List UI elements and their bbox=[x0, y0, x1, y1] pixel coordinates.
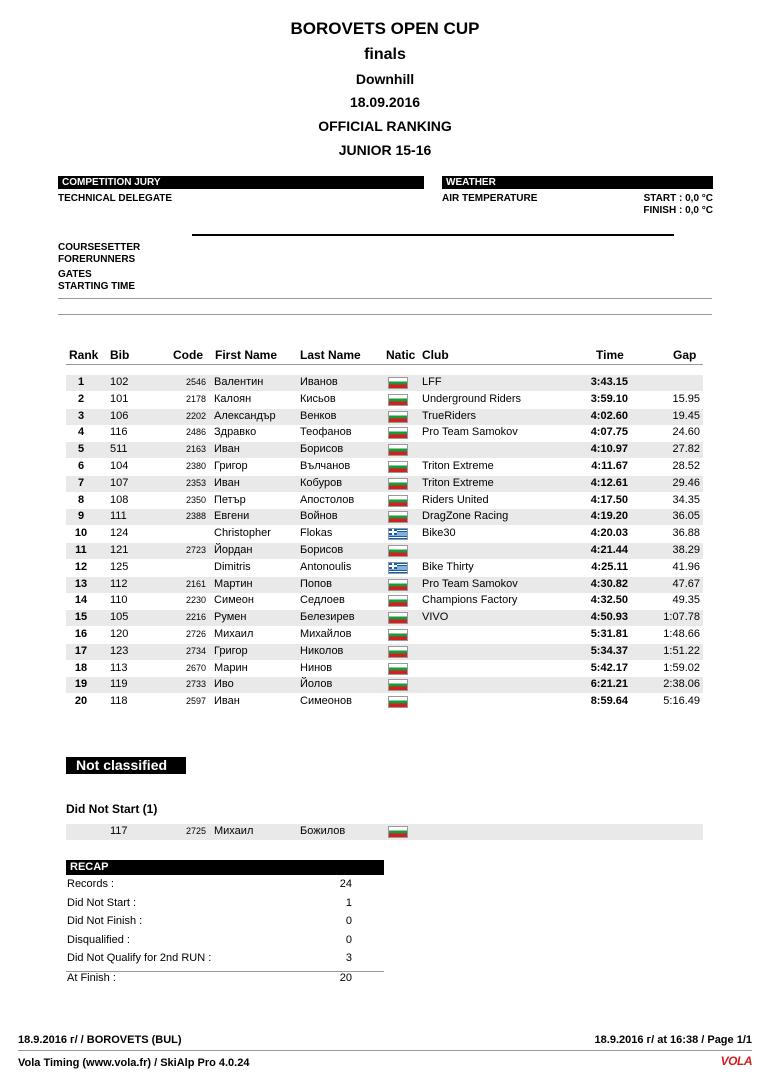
bulgaria-flag-icon bbox=[388, 696, 408, 708]
recap-label: Did Not Finish : bbox=[67, 915, 143, 928]
gap: 47.67 bbox=[672, 577, 700, 590]
code: 2353 bbox=[185, 477, 206, 488]
footer-left: 18.9.2016 г/ / BOROVETS (BUL) bbox=[18, 1034, 182, 1046]
recap-value: 20 bbox=[339, 972, 352, 984]
rank: 2 bbox=[77, 392, 85, 405]
time: 6:21.21 bbox=[590, 678, 628, 691]
bulgaria-flag-icon bbox=[388, 478, 408, 490]
bulgaria-flag-icon bbox=[388, 377, 408, 389]
divider bbox=[58, 298, 712, 299]
last-name: Борисов bbox=[300, 544, 344, 556]
first-name: Иван bbox=[214, 476, 240, 489]
code: 2163 bbox=[185, 444, 206, 455]
bulgaria-flag-icon bbox=[388, 612, 408, 624]
time: 4:17.50 bbox=[590, 493, 628, 506]
rank: 18 bbox=[74, 661, 88, 674]
bulgaria-flag-icon bbox=[388, 646, 408, 658]
col-code-header: Code bbox=[173, 348, 203, 362]
first-name: Петър bbox=[214, 493, 246, 506]
first-name: Иван bbox=[214, 443, 240, 456]
gap: 15.95 bbox=[672, 392, 700, 405]
bulgaria-flag-icon bbox=[388, 629, 408, 641]
rank: 3 bbox=[77, 409, 85, 422]
recap-bar: RECAP bbox=[66, 860, 384, 875]
first-name: Александър bbox=[214, 409, 276, 422]
rank: 19 bbox=[74, 678, 88, 691]
last-name: Борисов bbox=[300, 443, 344, 456]
first-name: Михаил bbox=[214, 825, 254, 837]
table-row bbox=[66, 610, 703, 626]
first-name: Румен bbox=[214, 611, 247, 624]
recap-label: Records : bbox=[67, 878, 115, 890]
code: 2725 bbox=[185, 826, 206, 836]
bulgaria-flag-icon bbox=[388, 579, 408, 591]
footer-right: 18.9.2016 г/ at 16:38 / Page 1/1 bbox=[594, 1034, 752, 1046]
code: 2350 bbox=[185, 494, 206, 505]
recap-label: Disqualified : bbox=[67, 933, 130, 946]
not-classified-bar: Not classified bbox=[66, 757, 186, 774]
first-name: Иван bbox=[214, 695, 240, 708]
bib: 124 bbox=[110, 527, 129, 540]
code: 2161 bbox=[185, 578, 206, 589]
col-bib-header: Bib bbox=[110, 348, 130, 362]
rank: 9 bbox=[77, 510, 85, 523]
bulgaria-flag-icon bbox=[388, 663, 408, 675]
table-row bbox=[66, 627, 703, 643]
club: Bike30 bbox=[422, 527, 456, 540]
col-gap-header: Gap bbox=[673, 348, 697, 362]
time: 4:32.50 bbox=[590, 594, 628, 607]
rank: 6 bbox=[77, 460, 85, 472]
date-title: 18.09.2016 bbox=[349, 94, 421, 110]
bib: 118 bbox=[110, 695, 128, 708]
first-name: Здравко bbox=[214, 426, 257, 439]
bib: 108 bbox=[110, 493, 129, 506]
rank: 15 bbox=[74, 611, 88, 624]
code: 2546 bbox=[185, 377, 206, 387]
table-row bbox=[66, 644, 703, 660]
first-name: Валентин bbox=[214, 376, 264, 388]
col-rank-header: Rank bbox=[69, 348, 99, 362]
bib: 111 bbox=[110, 510, 127, 523]
last-name: Апостолов bbox=[300, 493, 355, 506]
bulgaria-flag-icon bbox=[388, 427, 408, 439]
rank: 4 bbox=[77, 426, 85, 439]
recap-row bbox=[66, 878, 384, 896]
table-row bbox=[66, 560, 703, 576]
gap: 24.60 bbox=[672, 426, 700, 439]
time: 3:43.15 bbox=[590, 376, 628, 388]
rank: 13 bbox=[74, 577, 88, 590]
greece-flag-icon bbox=[388, 562, 408, 574]
recap-value: 1 bbox=[345, 896, 352, 909]
first-name: Михаил bbox=[214, 628, 254, 640]
category-title: JUNIOR 15-16 bbox=[338, 142, 432, 158]
time: 4:20.03 bbox=[590, 527, 628, 540]
col-nation-header: Natic bbox=[386, 348, 416, 362]
gates-label: GATES bbox=[58, 269, 92, 280]
bib: 119 bbox=[110, 678, 128, 691]
software-credit: Vola Timing (www.vola.fr) / SkiAlp Pro 4.0.24 bbox=[18, 1057, 250, 1069]
time: 4:12.61 bbox=[590, 476, 628, 489]
table-row bbox=[66, 375, 703, 391]
table-row bbox=[66, 593, 703, 609]
table-row bbox=[66, 425, 703, 441]
gap: 1:07.78 bbox=[663, 611, 700, 624]
last-name: Николов bbox=[300, 644, 344, 657]
first-name: Йордан bbox=[214, 544, 253, 556]
gap: 41.96 bbox=[672, 560, 700, 573]
time: 4:30.82 bbox=[590, 577, 628, 590]
club: Champions Factory bbox=[422, 594, 518, 607]
club: Triton Extreme bbox=[422, 476, 494, 489]
bib: 106 bbox=[110, 409, 129, 422]
time: 4:11.67 bbox=[591, 460, 628, 472]
recap-row bbox=[66, 952, 384, 970]
code: 2726 bbox=[185, 629, 206, 639]
bulgaria-flag-icon bbox=[388, 411, 408, 423]
last-name: Antonoulis bbox=[300, 560, 352, 573]
gap: 1:59.02 bbox=[663, 661, 700, 674]
gap: 34.35 bbox=[672, 493, 700, 506]
gap: 36.05 bbox=[672, 510, 700, 523]
table-row bbox=[66, 442, 703, 458]
code: 2388 bbox=[185, 511, 206, 522]
code: 2734 bbox=[185, 645, 206, 656]
bulgaria-flag-icon bbox=[388, 679, 408, 691]
event-title: BOROVETS OPEN CUP bbox=[290, 19, 480, 38]
gap: 1:51.22 bbox=[663, 644, 700, 657]
ranking-title: OFFICIAL RANKING bbox=[318, 118, 452, 134]
rank: 16 bbox=[74, 628, 88, 640]
divider bbox=[58, 314, 712, 315]
bib: 104 bbox=[110, 460, 129, 472]
gap: 36.88 bbox=[672, 527, 700, 540]
bib: 107 bbox=[110, 476, 129, 489]
rank: 7 bbox=[77, 476, 85, 489]
last-name: Белезирев bbox=[300, 611, 355, 624]
code: 2202 bbox=[185, 410, 206, 421]
bib: 102 bbox=[110, 376, 129, 388]
recap-row bbox=[66, 971, 384, 990]
club: Bike Thirty bbox=[422, 560, 474, 573]
gap: 2:38.06 bbox=[663, 678, 700, 691]
starting-time-label: STARTING TIME bbox=[58, 281, 136, 292]
rank: 1 bbox=[77, 376, 85, 388]
discipline-title: Downhill bbox=[355, 71, 415, 87]
time: 5:31.81 bbox=[590, 628, 628, 640]
time: 8:59.64 bbox=[590, 695, 628, 708]
bulgaria-flag-icon bbox=[388, 394, 408, 406]
vola-logo: VOLA bbox=[720, 1054, 752, 1068]
bib: 116 bbox=[110, 426, 128, 439]
time: 4:21.44 bbox=[590, 544, 628, 556]
time: 4:25.11 bbox=[591, 560, 628, 573]
first-name: Григор bbox=[214, 460, 248, 472]
col-club-header: Club bbox=[422, 348, 449, 362]
club: LFF bbox=[422, 376, 442, 388]
time: 5:42.17 bbox=[590, 661, 628, 674]
bulgaria-flag-icon bbox=[388, 444, 408, 456]
last-name: Иванов bbox=[300, 376, 338, 388]
recap-value: 0 bbox=[345, 915, 352, 928]
rank: 5 bbox=[77, 443, 85, 456]
coursesetter-label: COURSESETTER bbox=[58, 242, 141, 253]
jury-bar: COMPETITION JURY bbox=[58, 176, 424, 189]
bib: 101 bbox=[110, 392, 129, 405]
bib: 110 bbox=[110, 594, 128, 607]
code: 2216 bbox=[185, 612, 206, 623]
last-name: Кобуров bbox=[300, 476, 343, 489]
forerunners-label: FORERUNNERS bbox=[58, 254, 136, 265]
first-name: Мартин bbox=[214, 577, 253, 590]
gap: 1:48.66 bbox=[663, 628, 700, 640]
club: DragZone Racing bbox=[422, 510, 509, 523]
rank: 10 bbox=[74, 527, 88, 540]
recap-value: 3 bbox=[345, 952, 352, 965]
greece-flag-icon bbox=[388, 528, 408, 540]
first-name: Christopher bbox=[214, 527, 271, 540]
club: VIVO bbox=[422, 611, 449, 624]
gap: 5:16.49 bbox=[663, 695, 700, 708]
bulgaria-flag-icon bbox=[388, 826, 408, 838]
rank: 17 bbox=[74, 644, 88, 657]
last-name: Йолов bbox=[300, 678, 333, 691]
club: Pro Team Samokov bbox=[422, 426, 518, 439]
rank: 8 bbox=[77, 493, 85, 506]
recap-row bbox=[66, 934, 384, 952]
code: 2723 bbox=[185, 545, 206, 555]
table-row bbox=[66, 677, 703, 693]
bulgaria-flag-icon bbox=[388, 511, 408, 523]
first-name: Марин bbox=[214, 661, 248, 674]
bib: 105 bbox=[110, 611, 129, 624]
first-name: Симеон bbox=[214, 594, 254, 607]
gap: 38.29 bbox=[672, 544, 700, 556]
finish-temperature: FINISH : 0,0 °C bbox=[643, 205, 713, 216]
recap-value: 0 bbox=[345, 933, 352, 946]
first-name: Dimitris bbox=[214, 560, 251, 573]
last-name: Венков bbox=[300, 409, 337, 422]
last-name: Божилов bbox=[300, 825, 346, 837]
club: Riders United bbox=[422, 493, 489, 506]
bib: 112 bbox=[110, 577, 128, 590]
table-row bbox=[66, 392, 703, 408]
recap-row bbox=[66, 915, 384, 933]
last-name: Войнов bbox=[300, 510, 338, 523]
stage-title: finals bbox=[364, 46, 406, 63]
bib: 121 bbox=[110, 544, 129, 556]
dns-title: Did Not Start (1) bbox=[66, 802, 158, 816]
bulgaria-flag-icon bbox=[388, 461, 408, 473]
bib: 125 bbox=[110, 560, 129, 573]
weather-bar: WEATHER bbox=[442, 176, 713, 189]
gap: 27.82 bbox=[672, 443, 700, 456]
time: 4:07.75 bbox=[590, 426, 628, 439]
gap: 29.46 bbox=[672, 476, 700, 489]
last-name: Кисьов bbox=[300, 392, 336, 405]
col-last-name-header: Last Name bbox=[300, 348, 361, 362]
rank: 11 bbox=[75, 544, 87, 556]
col-time-header: Time bbox=[596, 348, 624, 362]
bib: 511 bbox=[110, 443, 128, 456]
table-row bbox=[66, 409, 703, 425]
club: Triton Extreme bbox=[422, 460, 494, 472]
col-first-name-header: First Name bbox=[215, 348, 278, 362]
code: 2178 bbox=[185, 393, 206, 404]
footer-divider bbox=[18, 1050, 752, 1051]
code: 2670 bbox=[185, 662, 206, 673]
gap: 49.35 bbox=[672, 594, 700, 607]
table-row bbox=[66, 526, 703, 542]
table-row bbox=[66, 543, 703, 559]
club: Pro Team Samokov bbox=[422, 577, 518, 590]
first-name: Григор bbox=[214, 644, 248, 657]
last-name: Вълчанов bbox=[300, 460, 351, 472]
last-name: Нинов bbox=[300, 661, 333, 674]
divider-line bbox=[192, 234, 674, 236]
bulgaria-flag-icon bbox=[388, 595, 408, 607]
last-name: Седлоев bbox=[300, 594, 345, 607]
code: 2597 bbox=[185, 696, 206, 707]
start-temperature: START : 0,0 °C bbox=[643, 193, 713, 204]
bib: 113 bbox=[110, 661, 128, 674]
last-name: Симеонов bbox=[300, 695, 352, 708]
time: 4:50.93 bbox=[590, 611, 628, 624]
rank: 12 bbox=[74, 560, 88, 573]
rank: 20 bbox=[74, 695, 88, 708]
last-name: Теофанов bbox=[300, 426, 352, 439]
code: 2230 bbox=[185, 595, 206, 606]
time: 4:10.97 bbox=[590, 443, 628, 456]
table-row bbox=[66, 694, 703, 710]
time: 4:02.60 bbox=[590, 409, 628, 422]
recap-row bbox=[66, 897, 384, 915]
recap-value: 24 bbox=[339, 878, 352, 890]
bulgaria-flag-icon bbox=[388, 545, 408, 557]
gap: 28.52 bbox=[672, 460, 700, 472]
technical-delegate-label: TECHNICAL DELEGATE bbox=[58, 193, 173, 204]
club: Underground Riders bbox=[422, 392, 522, 405]
recap-label: Did Not Qualify for 2nd RUN : bbox=[67, 952, 212, 965]
first-name: Иво bbox=[214, 678, 234, 691]
recap-label: At Finish : bbox=[67, 972, 116, 984]
code: 2486 bbox=[185, 427, 206, 438]
last-name: Попов bbox=[300, 577, 332, 590]
rank: 14 bbox=[74, 594, 88, 607]
table-row bbox=[66, 577, 703, 593]
table-row bbox=[66, 459, 703, 475]
header-divider bbox=[66, 364, 703, 365]
time: 4:19.20 bbox=[590, 510, 628, 523]
code: 2733 bbox=[185, 679, 206, 690]
dns-row bbox=[66, 824, 703, 840]
bib: 120 bbox=[110, 628, 129, 640]
last-name: Михайлов bbox=[300, 628, 352, 640]
recap-label: Did Not Start : bbox=[67, 896, 137, 909]
first-name: Калоян bbox=[214, 392, 252, 405]
code: 2380 bbox=[185, 461, 206, 471]
gap: 19.45 bbox=[672, 409, 700, 422]
time: 5:34.37 bbox=[590, 644, 628, 657]
table-row bbox=[66, 509, 703, 525]
first-name: Евгени bbox=[214, 510, 250, 523]
table-row bbox=[66, 661, 703, 677]
air-temperature-label: AIR TEMPERATURE bbox=[442, 193, 538, 204]
bib: 123 bbox=[110, 644, 129, 657]
table-row bbox=[66, 476, 703, 492]
bib: 117 bbox=[110, 825, 128, 837]
bulgaria-flag-icon bbox=[388, 495, 408, 507]
last-name: Flokas bbox=[300, 527, 333, 540]
time: 3:59.10 bbox=[590, 392, 628, 405]
club: TrueRiders bbox=[422, 409, 476, 422]
table-row bbox=[66, 493, 703, 509]
